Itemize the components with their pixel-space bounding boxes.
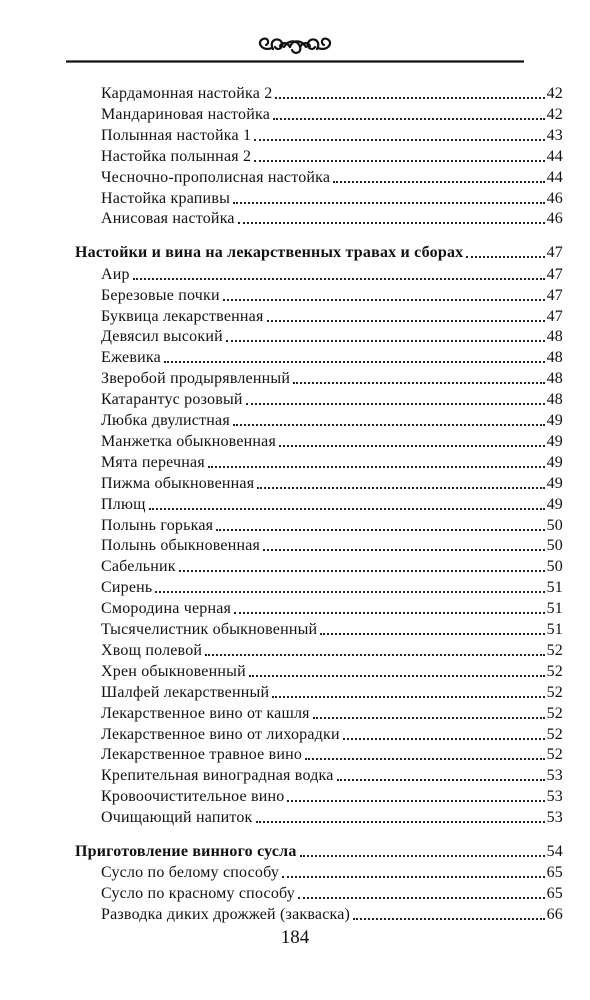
toc-entry-page: 53 xyxy=(546,767,563,785)
toc-entry-title: Разводка диких дрожжей (закваска) xyxy=(101,906,351,924)
toc-entry-page: 52 xyxy=(546,641,563,659)
toc-entry-title: Катарантус розовый xyxy=(101,391,243,409)
toc-entry-title: Буквица лекарственная xyxy=(101,307,264,325)
toc-entry-page: 65 xyxy=(546,885,563,903)
toc-entry-page: 52 xyxy=(546,662,563,680)
page-number: 184 xyxy=(280,927,310,948)
dot-leader xyxy=(320,621,544,635)
dot-leader xyxy=(233,190,545,204)
toc-entry-title: Сабельник xyxy=(101,558,176,576)
toc-entry-page: 52 xyxy=(546,746,563,764)
toc-entry xyxy=(0,743,590,765)
toc-entry-page: 44 xyxy=(546,147,563,165)
dot-leader xyxy=(298,885,545,899)
toc-entry-title: Чесночно-прополисная настойка xyxy=(101,168,331,186)
toc-entry-title: Лекарственное вино от кашля xyxy=(101,704,310,722)
toc-entry xyxy=(0,145,590,167)
toc-entry-page: 47 xyxy=(546,244,563,262)
toc-entry xyxy=(0,576,590,598)
toc-entry-title: Полынь горькая xyxy=(101,516,214,534)
toc-entry xyxy=(0,430,590,452)
toc-entry xyxy=(0,861,590,883)
toc-entry-title: Настойка крапивы xyxy=(101,189,231,207)
toc-entry-title: Пижма обыкновенная xyxy=(101,474,255,492)
toc-entry xyxy=(0,702,590,724)
toc-entry xyxy=(0,409,590,431)
toc-entry-page: 52 xyxy=(546,704,563,722)
toc-entry-title: Мандариновая настойка xyxy=(101,105,271,123)
toc-entry-title: Полынная настойка 1 xyxy=(101,126,252,144)
toc-entry xyxy=(0,618,590,640)
toc-entry xyxy=(0,639,590,661)
dot-leader xyxy=(273,106,545,120)
toc-entry-title: Аир xyxy=(101,265,130,283)
toc-entry-title: Приготовление винного сусла xyxy=(75,843,297,860)
toc-entry-title: Манжетка обыкновенная xyxy=(101,432,277,450)
toc-entry-page: 53 xyxy=(546,788,563,806)
toc-entry-page: 48 xyxy=(546,391,563,409)
toc-entry-page: 51 xyxy=(546,579,563,597)
dot-leader xyxy=(216,517,544,531)
toc-entry-page: 48 xyxy=(546,370,563,388)
dot-leader xyxy=(208,454,545,468)
dot-leader xyxy=(205,642,544,656)
toc-entry-title: Сусло по красному способу xyxy=(101,885,295,903)
toc-entry-page: 51 xyxy=(546,600,563,618)
toc-entry-title: Хвощ полевой xyxy=(101,641,203,659)
toc-entry-title: Плющ xyxy=(101,495,146,513)
dot-leader xyxy=(300,843,545,857)
toc-entry-page: 54 xyxy=(546,843,563,860)
toc-entry-page: 49 xyxy=(546,412,563,429)
toc-entry-title: Девясил высокий xyxy=(101,328,223,346)
toc-entry xyxy=(0,597,590,619)
toc-entry-title: Любка двулистная xyxy=(101,412,230,429)
scroll-ornament-icon xyxy=(0,0,590,70)
toc-entry xyxy=(0,166,590,188)
header-ornament xyxy=(0,0,590,70)
toc-entry-title: Настойки и вина на лекарственных травах и сборах xyxy=(75,244,464,262)
toc-entry xyxy=(0,284,590,306)
toc-entry-title: Кровоочистительное вино xyxy=(101,788,285,806)
toc-entry-title: Мята перечная xyxy=(101,453,205,471)
toc-entry-title: Кардамонная настойка 2 xyxy=(101,85,273,102)
toc-entry xyxy=(0,534,590,556)
toc-entry xyxy=(0,764,590,786)
toc-entry-title: Лекарственное вино от лихорадки xyxy=(101,725,340,743)
toc-entry xyxy=(0,555,590,577)
toc-entry-title: Сусло по белому способу xyxy=(101,864,280,882)
dot-leader xyxy=(155,579,544,593)
toc-entry-page: 46 xyxy=(546,189,563,207)
dot-leader xyxy=(249,663,545,677)
dot-leader xyxy=(164,349,545,363)
toc-entry-page: 47 xyxy=(546,307,563,325)
toc-entry-page: 49 xyxy=(546,495,563,513)
toc-entry xyxy=(0,451,590,473)
toc-entry-title: Зверобой продырявленный xyxy=(101,370,291,388)
dot-leader xyxy=(226,328,545,342)
dot-leader xyxy=(287,788,544,802)
toc-entry-page: 43 xyxy=(546,126,563,144)
dot-leader xyxy=(305,746,544,760)
toc-entry-page: 48 xyxy=(546,349,563,367)
toc-entry-page: 42 xyxy=(546,105,563,123)
toc-entry xyxy=(0,82,590,104)
toc-entry-title: Анисовая настойка xyxy=(101,210,235,228)
toc-entry xyxy=(0,305,590,327)
dot-leader xyxy=(267,308,545,322)
dot-leader xyxy=(343,726,545,740)
toc-entry xyxy=(0,785,590,807)
toc-entry-page: 49 xyxy=(546,432,563,450)
dot-leader xyxy=(179,558,545,572)
toc-entry-title: Настойка полынная 2 xyxy=(101,147,252,165)
toc-entry-page: 50 xyxy=(546,558,563,576)
toc-entry-page: 52 xyxy=(546,725,563,743)
toc-entry-page: 49 xyxy=(546,453,563,471)
toc-entry xyxy=(0,367,590,389)
toc-entry-title: Очищающий напиток xyxy=(101,809,253,827)
toc-entry xyxy=(0,472,590,494)
toc-entry-title: Тысячелистник обыкновенный xyxy=(101,621,318,638)
dot-leader xyxy=(254,148,544,162)
toc-entry xyxy=(0,388,590,410)
dot-leader xyxy=(333,169,544,183)
toc-entry xyxy=(0,207,590,229)
toc-entry-page: 53 xyxy=(546,809,563,827)
toc-entry-page: 66 xyxy=(546,906,563,924)
dot-leader xyxy=(234,600,545,614)
toc-entry xyxy=(0,103,590,125)
toc-entry xyxy=(0,903,590,925)
toc-entry-title: Березовые почки xyxy=(101,286,220,304)
toc-entry xyxy=(0,723,590,745)
dot-leader xyxy=(282,864,545,878)
dot-leader xyxy=(313,705,545,719)
toc-entry xyxy=(0,882,590,904)
toc-entry-title: Крепительная виноградная водка xyxy=(101,767,334,785)
toc-entry xyxy=(0,806,590,828)
toc-entry-title: Сирень xyxy=(101,579,153,597)
toc-entry xyxy=(0,514,590,536)
toc-entry-page: 49 xyxy=(546,474,563,492)
dot-leader xyxy=(466,244,544,258)
toc-entry xyxy=(0,681,590,703)
dot-leader xyxy=(275,85,544,99)
toc-entry xyxy=(0,263,590,285)
toc-entry-page: 50 xyxy=(546,516,563,534)
toc-entry xyxy=(0,493,590,515)
toc-section-entry xyxy=(0,840,590,862)
toc-entry-page: 46 xyxy=(546,210,563,228)
toc-entry-page: 47 xyxy=(546,265,563,283)
toc-entry-page: 47 xyxy=(546,286,563,304)
dot-leader xyxy=(256,809,545,823)
dot-leader xyxy=(254,127,544,141)
toc-entry-title: Смородина черная xyxy=(101,600,232,618)
dot-leader xyxy=(133,266,545,280)
dot-leader xyxy=(233,412,545,426)
toc-entry-page: 50 xyxy=(546,537,563,555)
toc-entry-page: 48 xyxy=(546,328,563,346)
dot-leader xyxy=(279,433,545,447)
toc-entry-page: 44 xyxy=(546,168,563,186)
toc-entry xyxy=(0,325,590,347)
dot-leader xyxy=(353,906,545,920)
dot-leader xyxy=(223,287,545,301)
toc-entry xyxy=(0,187,590,209)
dot-leader xyxy=(293,370,544,384)
dot-leader xyxy=(246,391,545,405)
toc-entry-page: 65 xyxy=(546,864,563,882)
toc-entry-page: 52 xyxy=(546,683,563,701)
toc-entry xyxy=(0,346,590,368)
dot-leader xyxy=(272,684,544,698)
toc-entry xyxy=(0,124,590,146)
toc-entry xyxy=(0,660,590,682)
dot-leader xyxy=(238,210,545,224)
toc-section-entry xyxy=(0,241,590,263)
toc-entry-page: 51 xyxy=(546,621,563,638)
dot-leader xyxy=(263,537,544,551)
toc-entry-title: Шалфей лекарственный xyxy=(101,683,270,701)
dot-leader xyxy=(257,475,544,489)
toc-entry-title: Полынь обыкновенная xyxy=(101,537,261,555)
dot-leader xyxy=(337,767,545,781)
dot-leader xyxy=(149,496,545,510)
toc-entry-title: Лекарственное травное вино xyxy=(101,746,303,764)
toc-entry-page: 42 xyxy=(546,85,563,102)
toc-entry-title: Хрен обыкновенный xyxy=(101,662,246,680)
toc-entry-title: Ежевика xyxy=(101,349,161,367)
